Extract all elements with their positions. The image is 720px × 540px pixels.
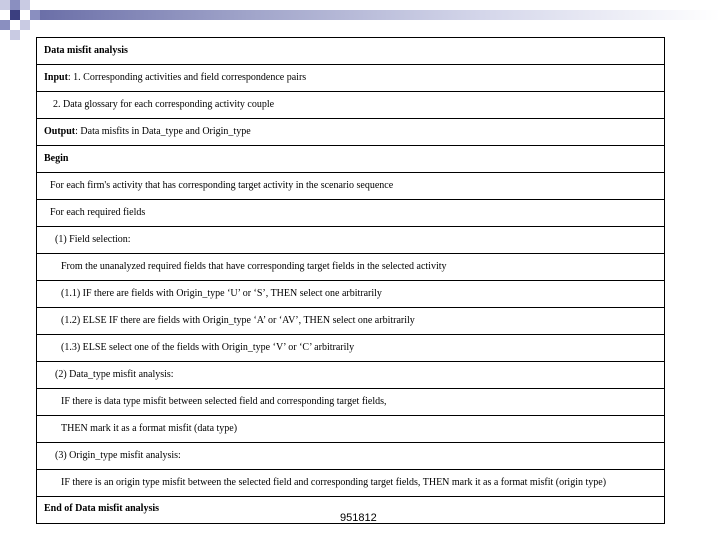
step-2-then-text: THEN mark it as a format misfit (data type) bbox=[61, 423, 238, 434]
loop-row-1 bbox=[37, 173, 664, 200]
begin-label: Begin bbox=[44, 153, 69, 164]
step-2-if-text: IF there is data type misfit between selected field and corresponding target fields, bbox=[61, 396, 387, 407]
step-2-heading: (2) Data_type misfit analysis: bbox=[55, 369, 174, 380]
algorithm-title-row bbox=[37, 38, 664, 65]
algorithm-title: Data misfit analysis bbox=[44, 45, 128, 56]
decor-square bbox=[10, 30, 20, 40]
decor-square bbox=[0, 20, 10, 30]
step-1-row bbox=[37, 227, 664, 254]
output-row bbox=[37, 119, 664, 146]
input-text-2: 2. Data glossary for each corresponding activity couple bbox=[53, 99, 275, 110]
loop-fields: For each required fields bbox=[50, 207, 146, 218]
step-1-1-text: (1.1) IF there are fields with Origin_type ‘U’ or ‘S’, THEN select one arbitrarily bbox=[61, 288, 382, 299]
decor-square bbox=[20, 0, 30, 10]
output-text: : Data misfits in Data_type and Origin_type bbox=[75, 126, 251, 137]
step-1-text: From the unanalyzed required fields that have corresponding target fields in the selected activity bbox=[61, 261, 447, 272]
decor-square bbox=[10, 0, 20, 10]
step-1-text-row bbox=[37, 254, 664, 281]
slide-decoration bbox=[0, 0, 720, 40]
step-1-2-text: (1.2) ELSE IF there are fields with Origin_type ‘A’ or ‘AV’, THEN select one arbitrarily bbox=[61, 315, 415, 326]
step-3-heading: (3) Origin_type misfit analysis: bbox=[55, 450, 181, 461]
end-label: End of Data misfit analysis bbox=[44, 503, 160, 514]
step-3-text: IF there is an origin type misfit between the selected field and corresponding target fields, THEN mark it as a format misfit (origin type) bbox=[61, 477, 607, 488]
algorithm-box bbox=[36, 37, 665, 524]
step-1-3-text: (1.3) ELSE select one of the fields with Origin_type ‘V’ or ‘C’ arbitrarily bbox=[61, 342, 355, 353]
loop-row-2 bbox=[37, 200, 664, 227]
input-row bbox=[37, 65, 664, 92]
step-1-heading: (1) Field selection: bbox=[55, 234, 131, 245]
step-2-then-row bbox=[37, 416, 664, 443]
page-number: 951812 bbox=[340, 512, 377, 524]
input-row-2 bbox=[37, 92, 664, 119]
step-3-row bbox=[37, 443, 664, 470]
decor-square bbox=[0, 0, 10, 10]
decor-square bbox=[30, 10, 40, 20]
step-1-2-row bbox=[37, 308, 664, 335]
input-label: Input bbox=[44, 72, 68, 83]
input-line bbox=[44, 72, 306, 84]
step-1-3-row bbox=[37, 335, 664, 362]
decor-gradient-bar bbox=[40, 10, 720, 20]
begin-row bbox=[37, 146, 664, 173]
input-text: : 1. Corresponding activities and field correspondence pairs bbox=[67, 72, 307, 83]
step-1-1-row bbox=[37, 281, 664, 308]
decor-square bbox=[10, 10, 20, 20]
decor-square bbox=[20, 20, 30, 30]
step-2-if-row bbox=[37, 389, 664, 416]
output-label: Output bbox=[44, 126, 76, 137]
step-3-text-row bbox=[37, 470, 664, 497]
step-2-row bbox=[37, 362, 664, 389]
output-line bbox=[44, 126, 251, 138]
loop-activities: For each firm's activity that has corresponding target activity in the scenario sequence bbox=[50, 180, 394, 191]
